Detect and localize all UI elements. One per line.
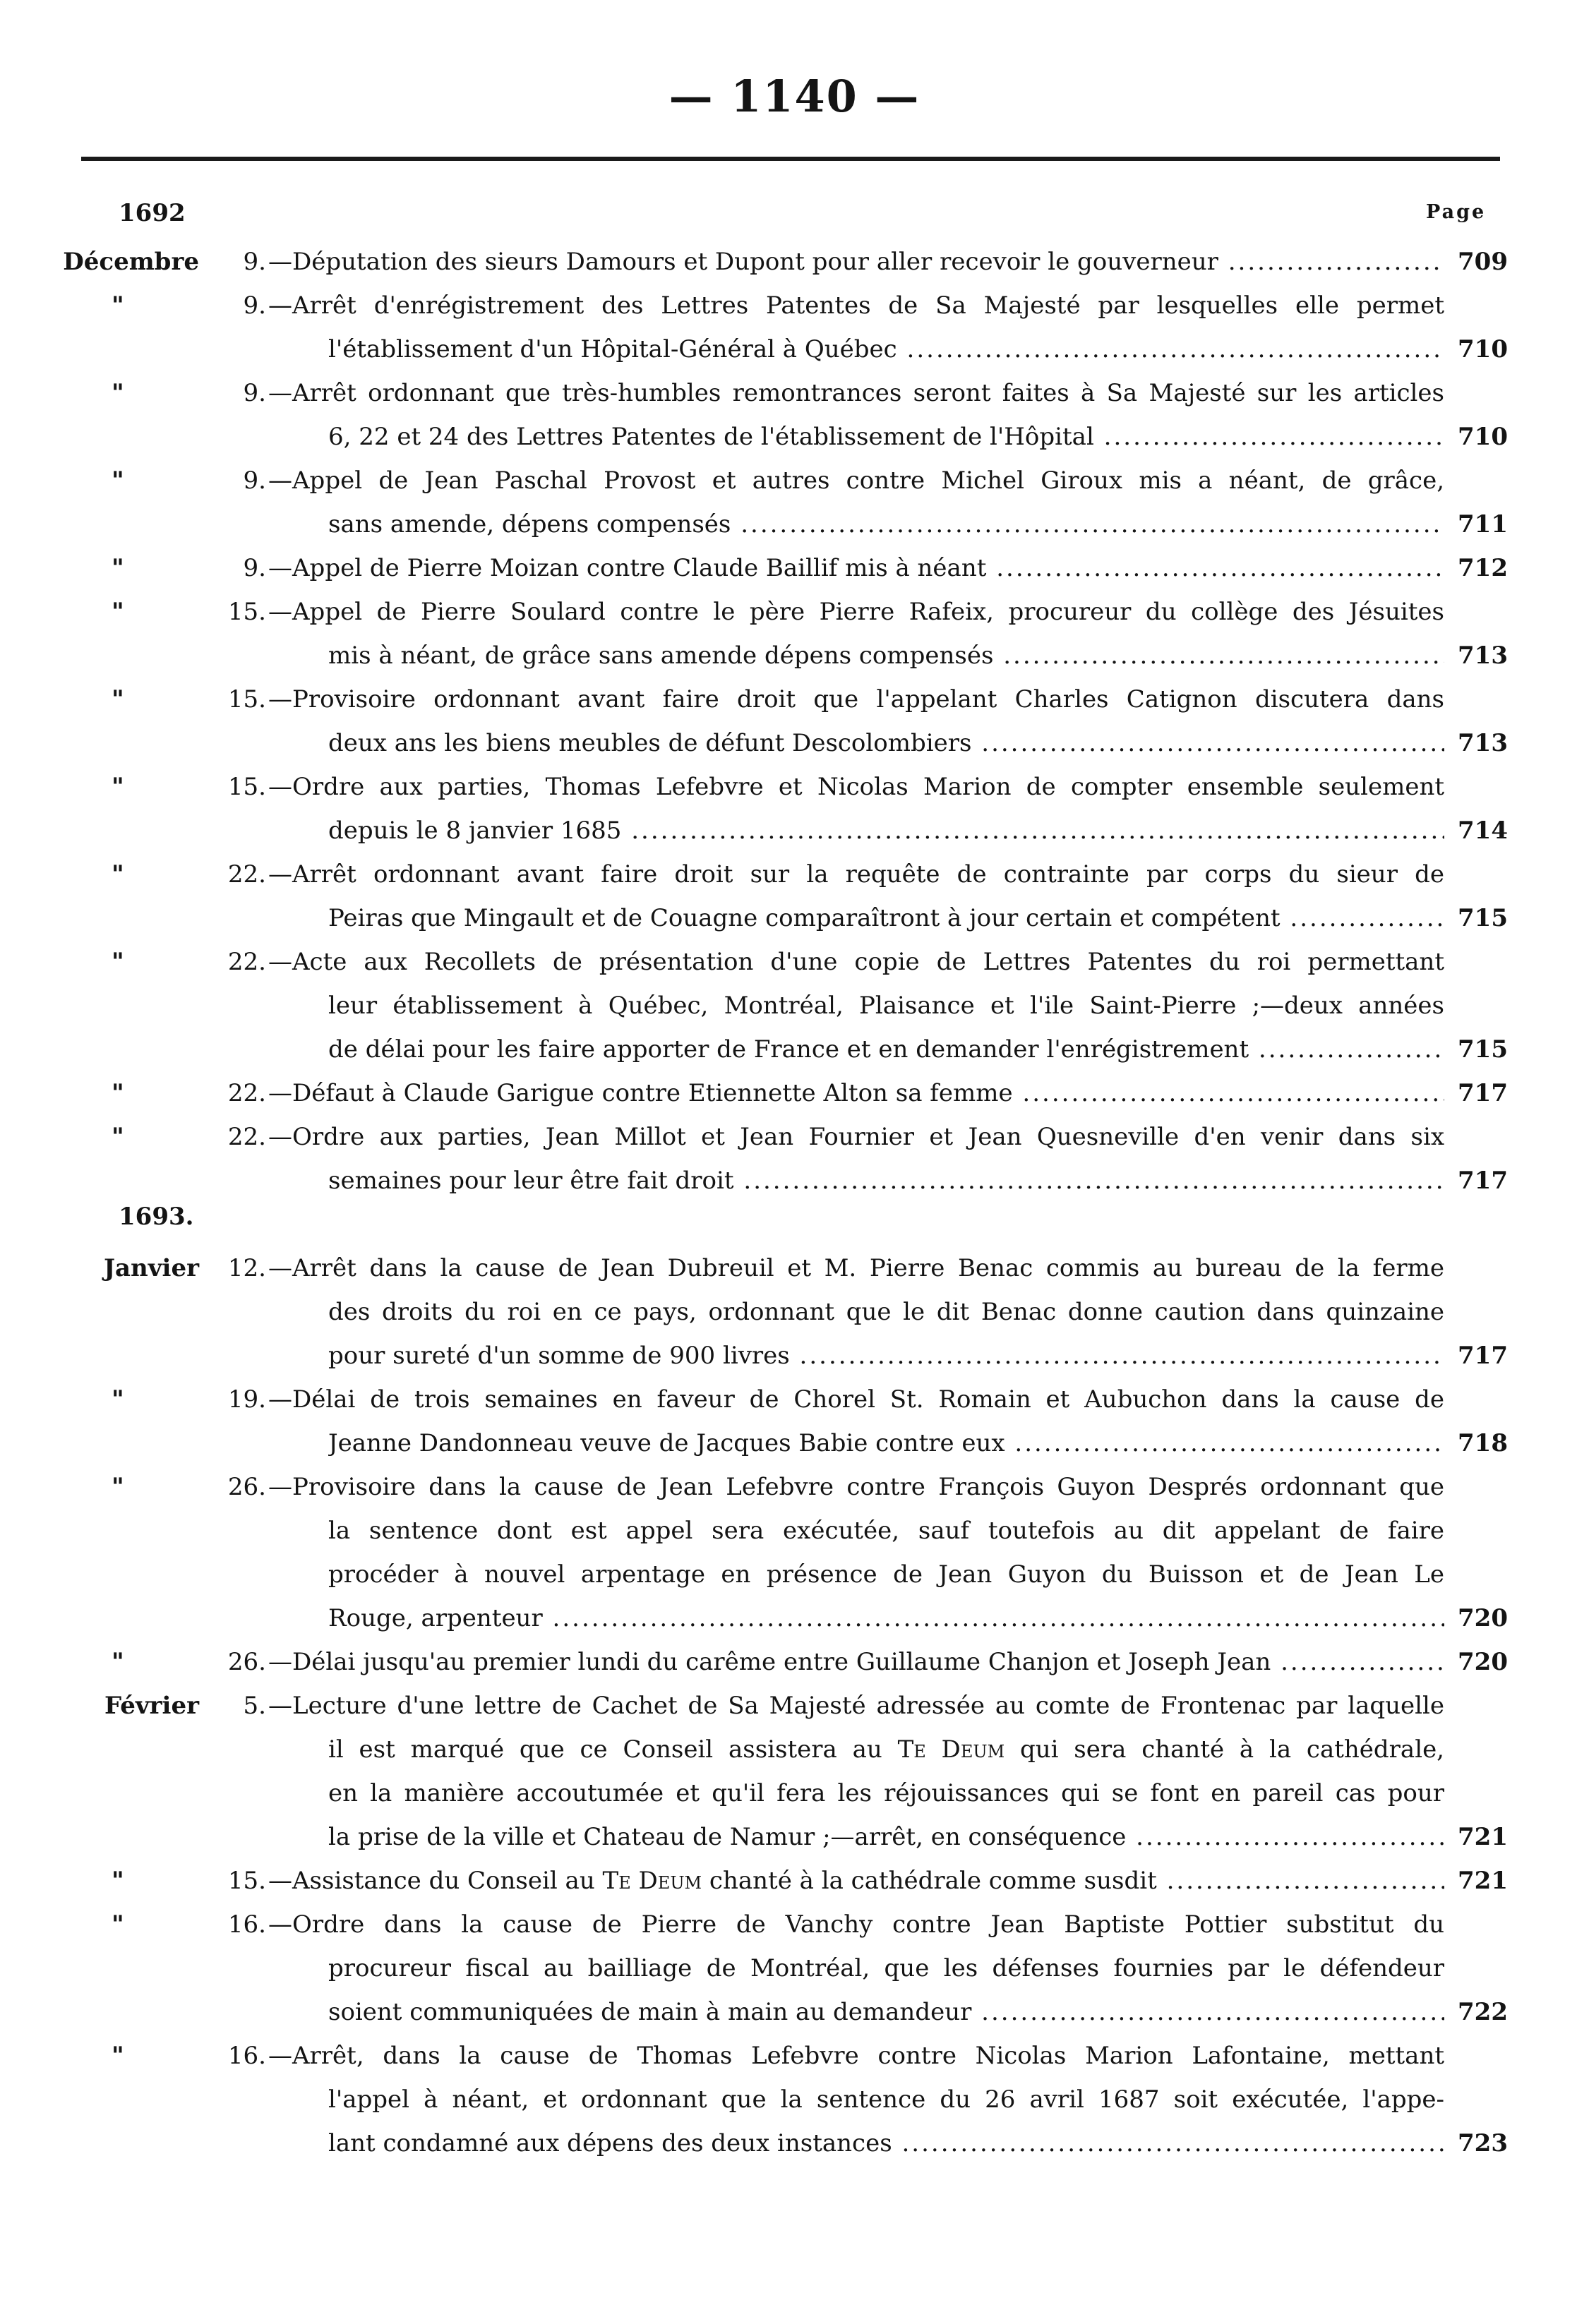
entry-line (0, 415, 1589, 459)
entry-text: —Délai jusqu'au premier lundi du carême entre Guillaume Chanjon et Joseph Jean ..... (268, 1640, 1444, 1684)
index-entry (0, 459, 1589, 546)
page-reference: 717 (1458, 1079, 1508, 1107)
ditto-mark: " (112, 685, 124, 714)
entry-text: —Appel de Pierre Soulard contre le père Pierre Rafeix, procureur du collège des Jésuites (268, 598, 1444, 626)
entry-text: semaines pour leur être fait droit ..... (328, 1159, 1444, 1203)
entry-text: procureur fiscal au bailliage de Montréal, que les défenses fournies par le défendeur (328, 1954, 1444, 1982)
entry-line (0, 1859, 1589, 1903)
page-reference: 715 (1458, 1035, 1508, 1064)
entry-line (0, 2121, 1589, 2165)
entry-text: en la manière accoutumée et qu'il fera les réjouissances qui se font en pareil cas pour (328, 1779, 1444, 1807)
entry-text: —Arrêt ordonnant avant faire droit sur la requête de contrainte par corps du sieur de (268, 860, 1444, 889)
ditto-mark: " (112, 554, 124, 582)
index-entry (0, 1246, 1589, 1378)
entry-line (0, 459, 1589, 502)
entry-line (0, 240, 1589, 284)
entry-text: l'établissement d'un Hôpital-Général à Québec ..... (328, 327, 1444, 371)
ditto-mark: " (112, 379, 124, 407)
day-number: 15. (227, 598, 266, 626)
month-label: Février (104, 1692, 199, 1720)
entry-line (0, 809, 1589, 853)
day-number: 15. (227, 773, 266, 801)
entry-text: depuis le 8 janvier 1685 ..... (328, 809, 1444, 853)
entry-text: soient communiquées de main à main au demandeur ..... (328, 1990, 1444, 2034)
day-number: 22. (227, 860, 266, 889)
entry-line (0, 1771, 1589, 1815)
ditto-mark: " (112, 1123, 124, 1151)
entry-line (0, 1596, 1589, 1640)
page-reference: 721 (1458, 1823, 1508, 1851)
entry-text: des droits du roi en ce pays, ordonnant que le dit Benac donne caution dans quinzaine (328, 1298, 1444, 1326)
ditto-mark: " (112, 1910, 124, 1939)
ditto-mark: " (112, 773, 124, 801)
page-reference: 718 (1458, 1429, 1508, 1457)
index-entry (0, 2034, 1589, 2165)
index-entries (0, 240, 1589, 2165)
entry-line (0, 1946, 1589, 1990)
day-number: 9. (243, 248, 266, 276)
index-entry (0, 1071, 1589, 1115)
entry-line (0, 1465, 1589, 1509)
page-reference: 709 (1458, 248, 1508, 276)
entry-line (0, 984, 1589, 1028)
entry-line (0, 590, 1589, 634)
index-entry (0, 1465, 1589, 1640)
index-entry (0, 1859, 1589, 1903)
entry-text: —Défaut à Claude Garigue contre Etiennette Alton sa femme ..... (268, 1071, 1444, 1115)
ditto-mark: " (112, 2042, 124, 2070)
index-entry (0, 1115, 1589, 1203)
entry-line (0, 1509, 1589, 1553)
entry-line (0, 1421, 1589, 1465)
page-reference: 717 (1458, 1342, 1508, 1370)
entry-line (0, 853, 1589, 896)
entry-line (0, 1378, 1589, 1421)
page-reference: 717 (1458, 1167, 1508, 1195)
year-label: 1693. (119, 1203, 194, 1231)
ditto-mark: " (112, 1867, 124, 1895)
page-reference: 721 (1458, 1867, 1508, 1895)
index-entry (0, 1378, 1589, 1465)
entry-text: —Appel de Jean Paschal Provost et autres contre Michel Giroux mis a néant, de grâce, (268, 466, 1444, 495)
page-reference: 713 (1458, 642, 1508, 670)
page-reference: 712 (1458, 554, 1508, 582)
index-entry (0, 371, 1589, 459)
page-reference: 720 (1458, 1604, 1508, 1632)
ditto-mark: " (112, 1385, 124, 1414)
entry-text: —Arrêt d'enrégistrement des Lettres Patentes de Sa Majesté par lesquelles elle permet (268, 291, 1444, 320)
entry-line (0, 1815, 1589, 1859)
entry-text: —Assistance du Conseil au Te Deum chanté à la cathédrale comme susdit ..... (268, 1859, 1444, 1903)
year-heading (0, 1203, 1589, 1246)
entry-line (0, 1115, 1589, 1159)
index-entry (0, 1640, 1589, 1684)
entry-line (0, 896, 1589, 940)
header-rule (81, 157, 1500, 161)
entry-line (0, 2034, 1589, 2078)
entry-text: —Appel de Pierre Moizan contre Claude Baillif mis à néant ..... (268, 546, 1444, 590)
entry-line (0, 1990, 1589, 2034)
page-number: — 1140 — (668, 71, 921, 122)
entry-text: il est marqué que ce Conseil assistera au Te Deum qui sera chanté à la cathédrale, (328, 1735, 1444, 1764)
entry-line (0, 1684, 1589, 1728)
page-reference: 715 (1458, 904, 1508, 932)
entry-text: de délai pour les faire apporter de France et en demander l'enrégistrement ..... (328, 1028, 1444, 1071)
ditto-mark: " (112, 860, 124, 889)
day-number: 12. (227, 1254, 266, 1282)
entry-text: la sentence dont est appel sera exécutée, sauf toutefois au dit appelant de faire (328, 1517, 1444, 1545)
day-number: 16. (227, 2042, 266, 2070)
entry-text: pour sureté d'un somme de 900 livres ..... (328, 1334, 1444, 1378)
page-reference: 710 (1458, 335, 1508, 363)
ditto-mark: " (112, 291, 124, 320)
month-label: Janvier (103, 1254, 199, 1282)
entry-text: mis à néant, de grâce sans amende dépens compensés ..... (328, 634, 1444, 678)
entry-line (0, 1246, 1589, 1290)
page-reference: 711 (1458, 510, 1508, 538)
index-entry (0, 678, 1589, 765)
day-number: 15. (227, 1867, 266, 1895)
entry-text: procéder à nouvel arpentage en présence de Jean Guyon du Buisson et de Jean Le (328, 1560, 1444, 1589)
entry-line (0, 502, 1589, 546)
day-number: 15. (227, 685, 266, 714)
entry-line (0, 1071, 1589, 1115)
entry-text: —Ordre aux parties, Thomas Lefebvre et Nicolas Marion de compter ensemble seulement (268, 773, 1444, 801)
entry-line (0, 371, 1589, 415)
entry-line (0, 1028, 1589, 1071)
day-number: 9. (243, 291, 266, 320)
day-number: 26. (227, 1473, 266, 1501)
entry-text: —Ordre aux parties, Jean Millot et Jean Fournier et Jean Quesneville d'en venir dans six (268, 1123, 1444, 1151)
page-reference: 722 (1458, 1998, 1508, 2026)
month-label: Décembre (63, 248, 199, 276)
day-number: 22. (227, 948, 266, 976)
page-reference: 720 (1458, 1648, 1508, 1676)
entry-line (0, 284, 1589, 327)
entry-line (0, 765, 1589, 809)
entry-text: —Ordre dans la cause de Pierre de Vanchy contre Jean Baptiste Pottier substitut du (268, 1910, 1444, 1939)
index-entry (0, 284, 1589, 371)
day-number: 19. (227, 1385, 266, 1414)
entry-line (0, 940, 1589, 984)
entry-text: leur établissement à Québec, Montréal, Plaisance et l'ile Saint-Pierre ;—deux années (328, 992, 1444, 1020)
entry-text: Peiras que Mingault et de Couagne comparaîtront à jour certain et compétent ..... (328, 896, 1444, 940)
index-entry (0, 940, 1589, 1071)
entry-text: —Lecture d'une lettre de Cachet de Sa Majesté adressée au comte de Frontenac par laquelle (268, 1692, 1444, 1720)
page-reference: 710 (1458, 423, 1508, 451)
entry-text: —Députation des sieurs Damours et Dupont pour aller recevoir le gouverneur ..... (268, 240, 1444, 284)
day-number: 22. (227, 1123, 266, 1151)
entry-text: sans amende, dépens compensés ..... (328, 502, 1444, 546)
entry-text: —Arrêt dans la cause de Jean Dubreuil et M. Pierre Benac commis au bureau de la ferme (268, 1254, 1444, 1282)
day-number: 22. (227, 1079, 266, 1107)
entry-line (0, 1290, 1589, 1334)
ditto-mark: " (112, 466, 124, 495)
page-column-heading: Page (1426, 201, 1487, 223)
entry-text: l'appel à néant, et ordonnant que la sentence du 26 avril 1687 soit exécutée, l'appe- (328, 2085, 1444, 2114)
entry-text: deux ans les biens meubles de défunt Descolombiers ..... (328, 721, 1444, 765)
entry-line (0, 1334, 1589, 1378)
index-entry (0, 590, 1589, 678)
entry-text: Rouge, arpenteur ..... (328, 1596, 1444, 1640)
entry-line (0, 2078, 1589, 2121)
index-entry (0, 853, 1589, 940)
page-reference: 723 (1458, 2129, 1508, 2157)
entry-line (0, 1553, 1589, 1596)
entry-text: —Provisoire ordonnant avant faire droit que l'appelant Charles Catignon discutera dans (268, 685, 1444, 714)
entry-line (0, 1728, 1589, 1771)
entry-text: —Arrêt, dans la cause de Thomas Lefebvre contre Nicolas Marion Lafontaine, mettant (268, 2042, 1444, 2070)
ditto-mark: " (112, 1473, 124, 1501)
entry-line (0, 634, 1589, 678)
index-entry (0, 546, 1589, 590)
entry-text: 6, 22 et 24 des Lettres Patentes de l'établissement de l'Hôpital ..... (328, 415, 1444, 459)
index-entry (0, 1903, 1589, 2034)
day-number: 9. (243, 379, 266, 407)
entry-text: —Provisoire dans la cause de Jean Lefebvre contre François Guyon Després ordonnant que (268, 1473, 1444, 1501)
entry-text: —Arrêt ordonnant que très-humbles remontrances seront faites à Sa Majesté sur les articles (268, 379, 1444, 407)
entry-line (0, 327, 1589, 371)
index-entry (0, 240, 1589, 284)
entry-text: Jeanne Dandonneau veuve de Jacques Babie contre eux ..... (328, 1421, 1444, 1465)
index-entry (0, 1684, 1589, 1859)
index-entry (0, 765, 1589, 853)
entry-line (0, 1903, 1589, 1946)
day-number: 16. (227, 1910, 266, 1939)
day-number: 9. (243, 466, 266, 495)
entry-line (0, 546, 1589, 590)
ditto-mark: " (112, 948, 124, 976)
entry-text: lant condamné aux dépens des deux instances ..... (328, 2121, 1444, 2165)
ditto-mark: " (112, 1648, 124, 1676)
entry-text: la prise de la ville et Chateau de Namur ;—arrêt, en conséquence ..... (328, 1815, 1444, 1859)
page-reference: 713 (1458, 729, 1508, 757)
entry-line (0, 721, 1589, 765)
entry-line (0, 1159, 1589, 1203)
day-number: 5. (243, 1692, 266, 1720)
day-number: 9. (243, 554, 266, 582)
day-number: 26. (227, 1648, 266, 1676)
entry-text: —Acte aux Recollets de présentation d'une copie de Lettres Patentes du roi permettant (268, 948, 1444, 976)
entry-line (0, 1640, 1589, 1684)
page-reference: 714 (1458, 817, 1508, 845)
ditto-mark: " (112, 1079, 124, 1107)
year-heading: 1692 (119, 199, 186, 227)
entry-line (0, 678, 1589, 721)
ditto-mark: " (112, 598, 124, 626)
entry-text: —Délai de trois semaines en faveur de Chorel St. Romain et Aubuchon dans la cause de (268, 1385, 1444, 1414)
